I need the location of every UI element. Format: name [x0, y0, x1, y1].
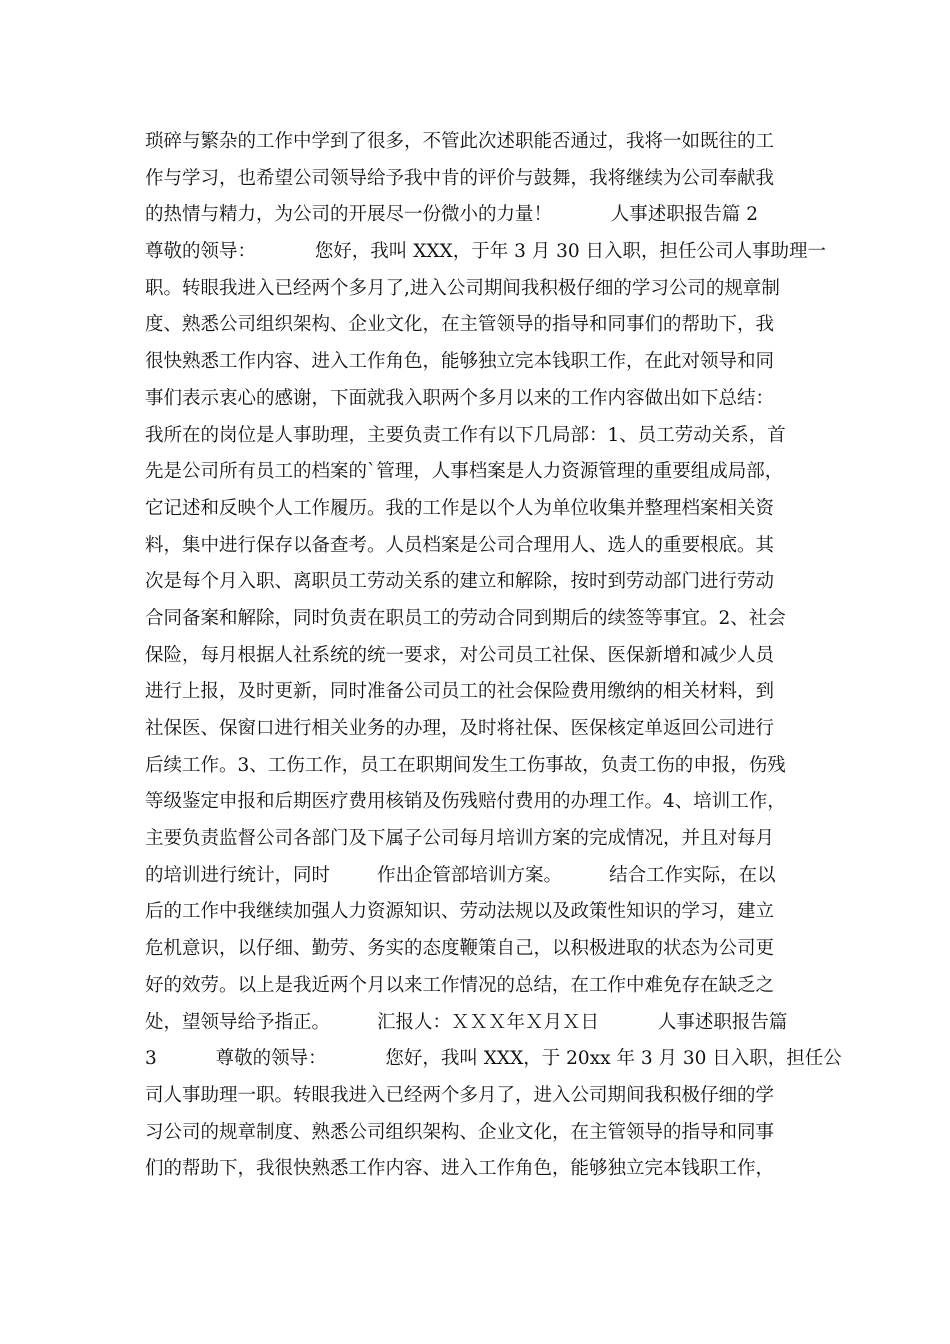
text-line: 司人事助理一职。转眼我进入已经两个多月了，进入公司期间我积极仔细的学 [145, 1084, 775, 1106]
text-line: 进行上报，及时更新，同时准备公司员工的社会保险费用缴纳的相关材料，到 [145, 681, 775, 703]
text-line: 料，集中进行保存以备查考。人员档案是公司合理用人、选人的重要根底。其 [145, 534, 775, 556]
text-line: 琐碎与繁杂的工作中学到了很多，不管此次述职能否通过，我将一如既往的工 [145, 131, 775, 152]
text-line: 习公司的规章制度、熟悉公司组织架构、企业文化，在主管领导的指导和同事 [145, 1121, 775, 1143]
text-line: 次是每个月入职、离职员工劳动关系的建立和解除，按时到劳动部门进行劳动 [145, 571, 775, 593]
text-line: 尊敬的领导： 您好，我叫 XXX，于年 3 月 30 日入职，担任公司人事助理一 [145, 241, 827, 263]
text-line: 社保医、保窗口进行相关业务的办理，及时将社保、医保核定单返回公司进行 [145, 718, 775, 739]
text-line: 好的效劳。以上是我近两个月以来工作情况的总结，在工作中难免存在缺乏之 [145, 974, 775, 996]
text-line: 先是公司所有员工的档案的`管理，人事档案是人力资源管理的重要组成局部， [145, 461, 784, 483]
text-line: 的热情与精力，为公司的开展尽一份微小的力量！ 人事述职报告篇 2 [145, 204, 758, 226]
text-line: 合同备案和解除，同时负责在职员工的劳动合同到期后的续签等事宜。2、社会 [145, 607, 786, 629]
text-line: 危机意识，以仔细、勤劳、务实的态度鞭策自己，以积极进取的状态为公司更 [145, 938, 775, 960]
text-line: 很快熟悉工作内容、进入工作角色，能够独立完本钱职工作，在此对领导和同 [145, 351, 775, 373]
text-line: 度、熟悉公司组织架构、企业文化，在主管领导的指导和同事们的帮助下，我 [145, 314, 775, 336]
text-line: 3 尊敬的领导： 您好，我叫 XXX，于 20xx 年 3 月 30 日入职，担任公 [145, 1048, 842, 1070]
text-line: 等级鉴定申报和后期医疗费用核销及伤残赔付费用的办理工作。4、培训工作， [145, 791, 786, 813]
text-line: 我所在的岗位是人事助理，主要负责工作有以下几局部：1、员工劳动关系，首 [145, 424, 786, 446]
text-line: 主要负责监督公司各部门及下属子公司每月培训方案的完成情况，并且对每月 [145, 828, 775, 850]
text-line: 处，望领导给予指正。 汇报人：ＸＸＸ年Ｘ月Ｘ日 人事述职报告篇 [145, 1011, 788, 1033]
text-line: 们的帮助下，我很快熟悉工作内容、进入工作角色，能够独立完本钱职工作， [145, 1158, 775, 1180]
body-text [145, 124, 842, 1188]
text-line: 保险，每月根据人社系统的统一要求，对公司员工社保、医保新增和减少人员 [145, 644, 775, 666]
text-line: 事们表示衷心的感谢，下面就我入职两个多月以来的工作内容做出如下总结： [145, 387, 775, 409]
text-line: 职。转眼我进入已经两个多月了,进入公司期间我积极仔细的学习公司的规章制 [145, 277, 780, 299]
text-line: 作与学习，也希望公司领导给予我中肯的评价与鼓舞，我将继续为公司奉献我 [145, 167, 775, 189]
text-line: 后的工作中我继续加强人力资源知识、劳动法规以及政策性知识的学习，建立 [145, 901, 775, 923]
text-line: 它记述和反映个人工作履历。我的工作是以个人为单位收集并整理档案相关资 [145, 497, 775, 519]
text-line: 的培训进行统计，同时 作出企管部培训方案。 结合工作实际，在以 [145, 864, 776, 886]
text-line: 后续工作。3、工伤工作，员工在职期间发生工伤事故，负责工伤的申报，伤残 [145, 754, 786, 776]
